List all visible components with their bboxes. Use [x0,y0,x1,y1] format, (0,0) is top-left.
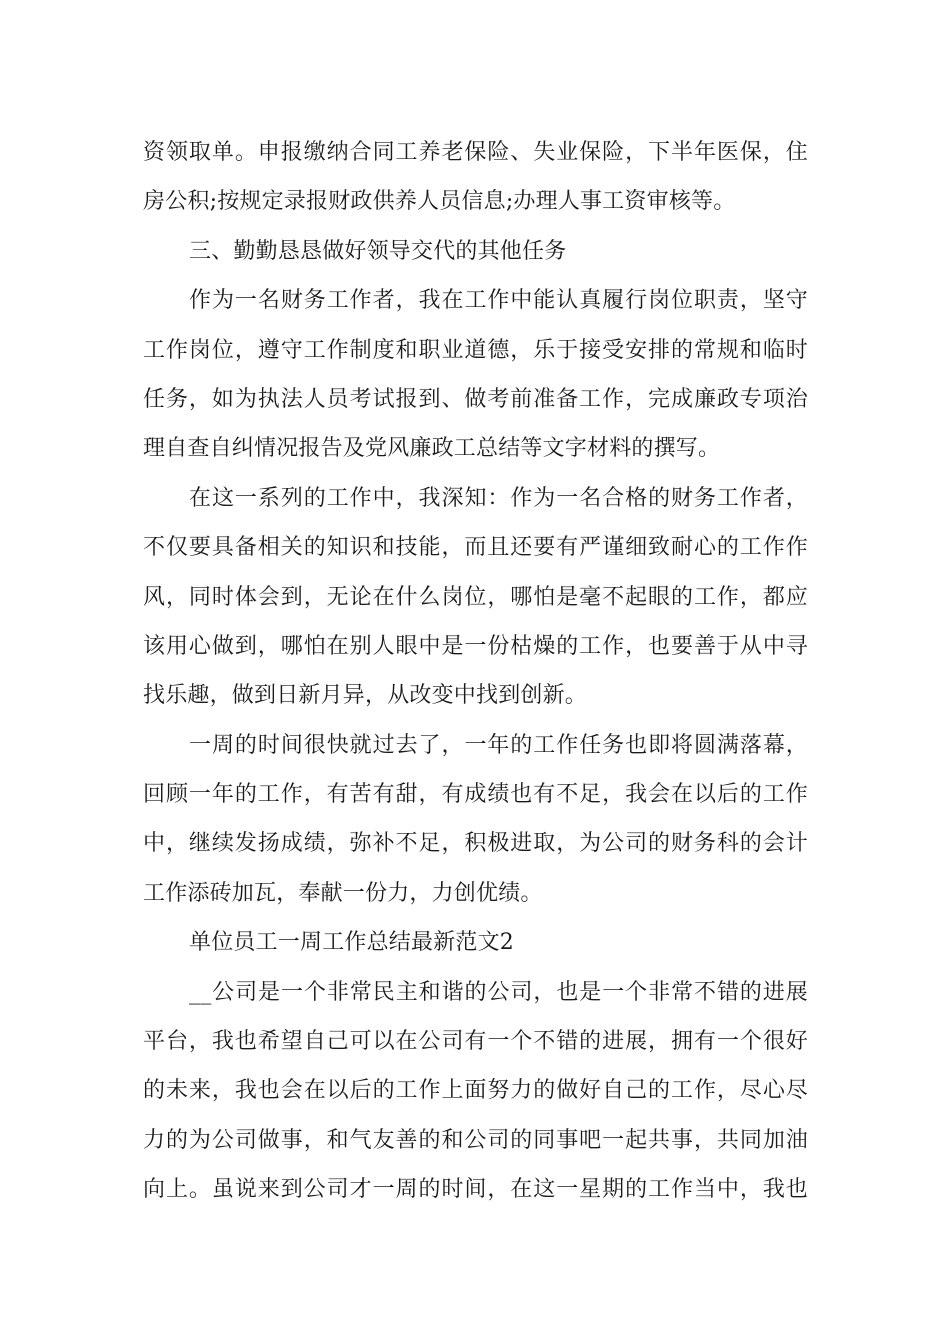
document-body [143,128,808,1215]
body-line: 资领取单。申报缴纳合同工养老保险、失业保险，下半年医保，住 [143,140,808,165]
body-line: 力的为公司做事，和气友善的和公司的同事吧一起共事，共同加油 [143,1127,808,1153]
body-line: 房公积;按规定录报财政供养人员信息;办理人事工资审核等。 [143,189,736,215]
body-line: 在这一系列的工作中，我深知：作为一名合格的财务工作者， [189,485,808,511]
body-line: 任务，如为执法人员考试报到、做考前准备工作，完成廉政专项治 [143,386,808,412]
body-line: 风，同时体会到，无论在什么岗位，哪怕是毫不起眼的工作，都应 [143,584,808,610]
body-line: 工作添砖加瓦，奉献一份力，力创优绩。 [143,880,543,906]
body-line: 作为一名财务工作者，我在工作中能认真履行岗位职责，坚守 [189,288,808,314]
body-line: 平台，我也希望自己可以在公司有一个不错的进展，拥有一个很好 [143,1029,808,1055]
body-line: 一周的时间很快就过去了，一年的工作任务也即将圆满落幕， [189,732,808,758]
body-line: __公司是一个非常民主和谐的公司，也是一个非常不错的进展 [189,979,808,1005]
body-line: 中，继续发扬成绩，弥补不足，积极进取，为公司的财务科的会计 [143,831,808,857]
section-heading: 三、勤勤恳恳做好领导交代的其他任务 [189,238,567,264]
body-line: 不仅要具备相关的知识和技能，而且还要有严谨细致耐心的工作作 [143,535,808,561]
article-title: 单位员工一周工作总结最新范文2 [189,930,514,956]
body-line: 工作岗位，遵守工作制度和职业道德，乐于接受安排的常规和临时 [143,337,808,363]
body-line: 该用心做到，哪怕在别人眼中是一份枯燥的工作，也要善于从中寻 [143,633,808,659]
body-line: 理自查自纠情况报告及党风廉政工总结等文字材料的撰写。 [143,436,721,462]
body-line: 的未来，我也会在以后的工作上面努力的做好自己的工作，尽心尽 [143,1078,808,1104]
body-line: 向上。虽说来到公司才一周的时间，在这一星期的工作当中，我也 [143,1177,808,1203]
body-line: 回顾一年的工作，有苦有甜，有成绩也有不足，我会在以后的工作 [143,782,808,808]
body-line: 找乐趣，做到日新月异，从改变中找到创新。 [143,683,588,709]
